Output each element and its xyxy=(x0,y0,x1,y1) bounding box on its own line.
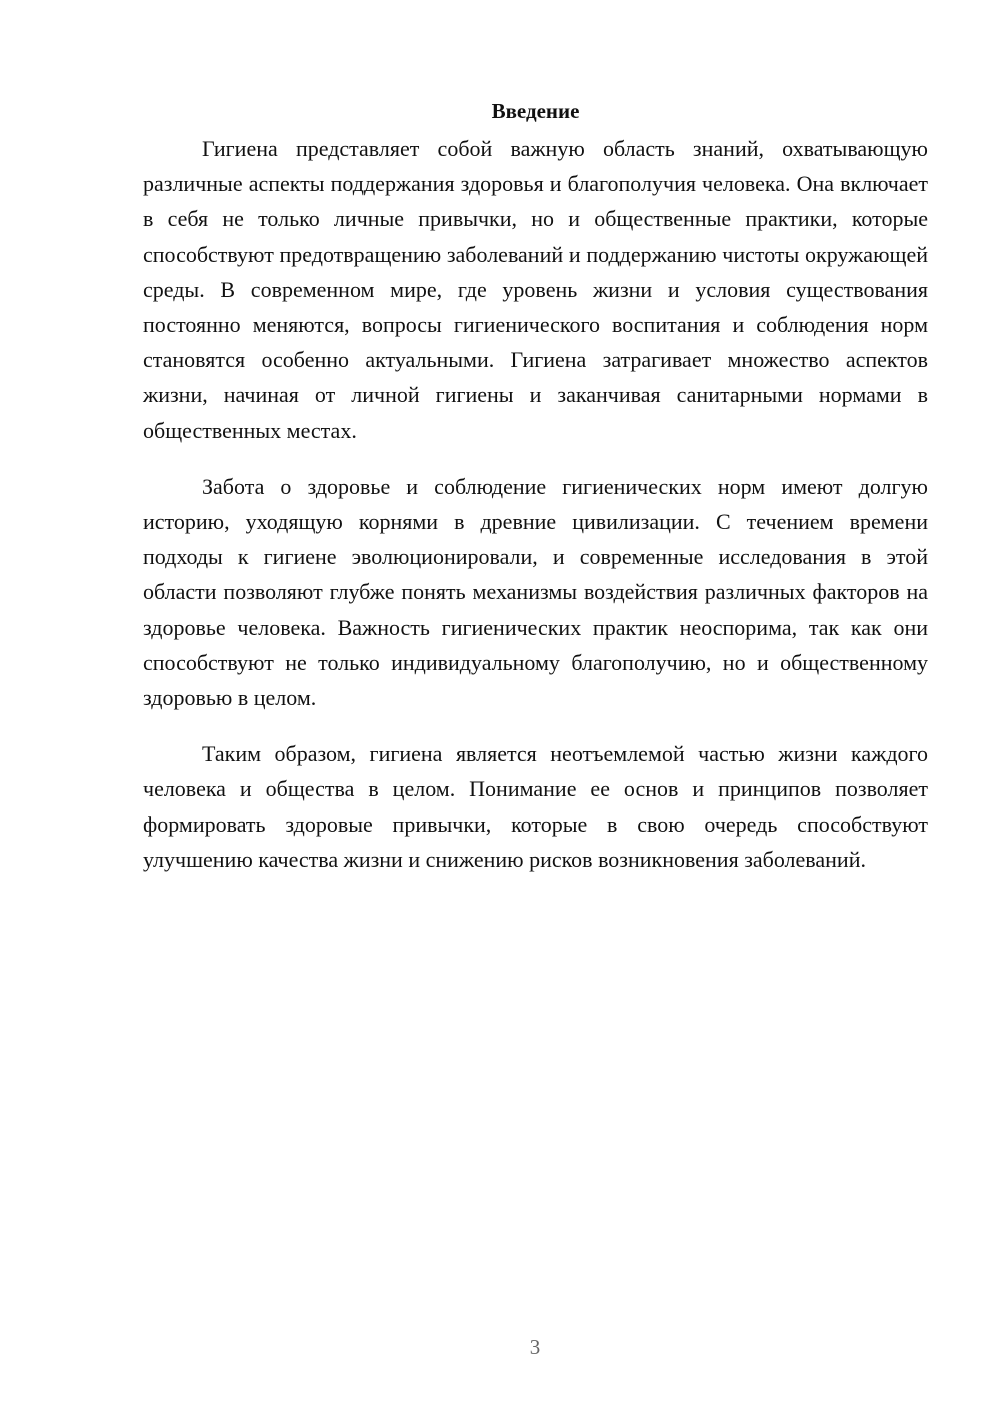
section-heading: Введение xyxy=(491,99,580,123)
page-content xyxy=(143,97,928,898)
paragraph-conclusion: Таким образом, гигиена является неотъемлемой частью жизни каждого человека и общества в целом. Понимание ее основ и принципов позволяет формировать здоровые привычки, которые в свою очередь способствуют улучшению качества жизни и снижению рисков возникновения заболеваний. xyxy=(143,741,928,872)
paragraph-intro: Гигиена представляет собой важную область знаний, охватывающую различные аспекты поддержания здоровья и благополучия человека. Она включает в себя не только личные привычки, но и общественные практики, которые способствуют предотвращению заболеваний и поддержанию чистоты окружающей среды. В современном мире, где уровень жизни и условия существования постоянно меняются, вопросы гигиенического воспитания и соблюдения норм становятся особенно актуальными. Гигиена затрагивает множество аспектов жизни, начиная от личной гигиены и заканчивая санитарными нормами в общественных местах. xyxy=(143,136,928,443)
page-number: 3 xyxy=(529,1335,541,1359)
paragraph-history: Забота о здоровье и соблюдение гигиенических норм имеют долгую историю, уходящую корнями в древние цивилизации. С течением времени подходы к гигиене эволюционировали, и современные исследования в этой области позволяют глубже понять механизмы воздействия различных факторов на здоровье человека. Важность гигиенических практик неоспорима, так как они способствуют не только индивидуальному благополучию, но и общественному здоровью в целом. xyxy=(143,473,928,711)
